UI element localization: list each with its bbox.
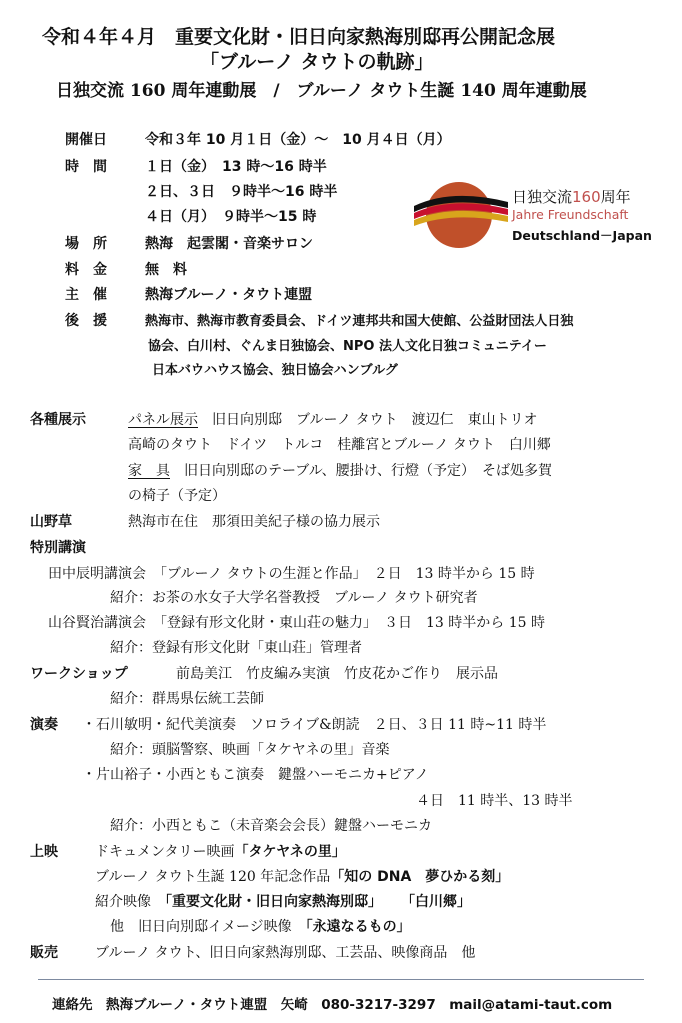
workshop-intro: 紹介：群馬県伝統工芸師	[110, 691, 264, 707]
screening-2-title: 「知の DNA 夢ひかる刻」	[330, 869, 510, 885]
screening-1	[95, 841, 346, 861]
subtitle-line: 日独交流 160 周年連動展 / ブルーノ タウト生誕 140 周年連動展	[56, 81, 587, 101]
info-label-organizer: 主 催	[65, 287, 107, 303]
logo-line-1-end: 周年	[600, 188, 631, 206]
panel-exhibit-text: 旧日向別邸 ブルーノ タウト 渡辺仁 東山トリオ	[198, 412, 538, 428]
screening-2-pre: ブルーノ タウト生誕 120 年記念作品	[95, 869, 331, 885]
info-label-place: 場 所	[65, 236, 107, 252]
music-performance-2: ・片山裕子・小西ともこ演奏 鍵盤ハーモニカ+ピアノ	[82, 767, 429, 783]
lecture-1-intro: 紹介：お茶の水女子大学名誉教授 ブルーノ タウト研究者	[110, 590, 478, 606]
screening-3-title: 「重要文化財・旧日向家熱海別邸」	[165, 894, 382, 910]
logo-line-1-number: 160	[572, 188, 601, 206]
screening-2	[95, 866, 509, 886]
section-label-screening: 上映	[30, 844, 58, 860]
footer-contact: 連絡先 熱海ブルーノ・タウト連盟 矢崎 080-3217-3297 mail@atami-taut.com	[52, 997, 613, 1013]
exhibits-panel-line-2: 高崎のタウト ドイツ トルコ 桂離宮とブルーノ タウト 白川郷	[128, 437, 551, 453]
screening-4-title: 「永遠なるもの」	[305, 919, 411, 935]
screening-4	[110, 916, 411, 936]
music-performance-2-time: ４日 11 時半、13 時半	[416, 793, 573, 809]
screening-3-pre: 紹介映像	[95, 894, 165, 910]
info-value-fee: 無 料	[145, 262, 187, 278]
music-performance-2-intro: 紹介：小西ともこ（未音楽会会長）鍵盤ハーモニカ	[110, 818, 432, 834]
anniversary-logo	[412, 180, 657, 250]
logo-line-1-text: 日独交流	[512, 188, 573, 206]
info-value-support-1: 熱海市、熱海市教育委員会、ドイツ連邦共和国大使館、公益財団法人日独	[145, 314, 574, 329]
music-performance-1: ・石川敏明・紀代美演奏 ソロライブ&朗読 ２日、３日 11 時~11 時半	[82, 717, 547, 733]
panel-exhibit-label: パネル展示	[128, 412, 198, 428]
section-label-sales: 販売	[30, 945, 58, 961]
logo-line-1	[512, 186, 631, 207]
info-value-place: 熱海 起雲閣・音楽サロン	[145, 236, 313, 252]
exhibits-furniture-line-2: の椅子（予定）	[128, 488, 226, 504]
info-value-time-3: ４日（月） ９時半～15 時	[145, 209, 317, 225]
section-label-music: 演奏	[30, 717, 58, 733]
section-label-lectures: 特別講演	[30, 540, 86, 556]
wildflowers-text: 熱海市在住 那須田美紀子様の協力展示	[128, 514, 380, 530]
info-label-support: 後 援	[65, 313, 107, 329]
info-label-date: 開催日	[65, 132, 107, 148]
info-value-support-3: 日本バウハウス協会、独日協会ハンブルグ	[152, 363, 398, 378]
logo-line-3: Deutschland－Japan	[512, 228, 652, 243]
sales-text: ブルーノ タウト、旧日向家熱海別邸、工芸品、映像商品 他	[95, 945, 476, 961]
screening-3	[95, 891, 471, 911]
info-value-support-2: 協会、白川村、ぐんま日独協会、NPO 法人文化日独コミュニテイー	[148, 339, 547, 354]
music-performance-1-intro: 紹介：頭脳警察、映画「タケヤネの里」音楽	[110, 742, 390, 758]
screening-3-title-2: 「白川郷」	[408, 894, 471, 910]
info-value-time-2: ２日、３日 ９時半～16 時半	[145, 184, 338, 200]
lecture-1: 田中辰明講演会 「ブルーノ タウトの生涯と作品」 ２日 13 時半から 15 時	[48, 566, 535, 582]
section-label-exhibits: 各種展示	[30, 412, 86, 428]
title-line-1: 令和４年４月 重要文化財・旧日向家熱海別邸再公開記念展	[42, 26, 556, 48]
exhibits-panel-line	[128, 409, 537, 429]
workshop-text: 前島美江 竹皮編み実演 竹皮花かご作り 展示品	[176, 666, 498, 682]
info-label-time: 時 間	[65, 159, 107, 175]
lecture-2: 山谷賢治講演会 「登録有形文化財・東山荘の魅力」 ３日 13 時半から 15 時	[48, 615, 545, 631]
section-label-workshop: ワークショップ	[30, 666, 128, 682]
furniture-label: 家 具	[128, 463, 170, 479]
furniture-text: 旧日向別邸のテーブル、腰掛け、行燈（予定） そば処多賀	[170, 463, 553, 479]
screening-1-pre: ドキュメンタリー映画	[95, 844, 235, 860]
info-label-fee: 料 金	[65, 262, 107, 278]
info-value-date: 令和３年 10 月１日（金）～ 10 月４日（月）	[145, 132, 451, 148]
footer-divider	[38, 979, 644, 980]
info-value-organizer: 熱海ブルーノ・タウト連盟	[145, 287, 313, 303]
info-value-time-1: １日（金） 13 時～16 時半	[145, 159, 327, 175]
screening-1-title: 「タケヤネの里」	[234, 844, 346, 860]
exhibition-title: 「ブルーノ タウトの軌跡」	[200, 51, 434, 73]
section-label-wildflowers: 山野草	[30, 514, 72, 530]
lecture-2-intro: 紹介：登録有形文化財「東山荘」管理者	[110, 640, 362, 656]
logo-line-2: Jahre Freundschaft	[512, 207, 629, 222]
exhibits-furniture-line	[128, 460, 552, 480]
screening-4-pre: 他 旧日向別邸イメージ映像	[110, 919, 306, 935]
